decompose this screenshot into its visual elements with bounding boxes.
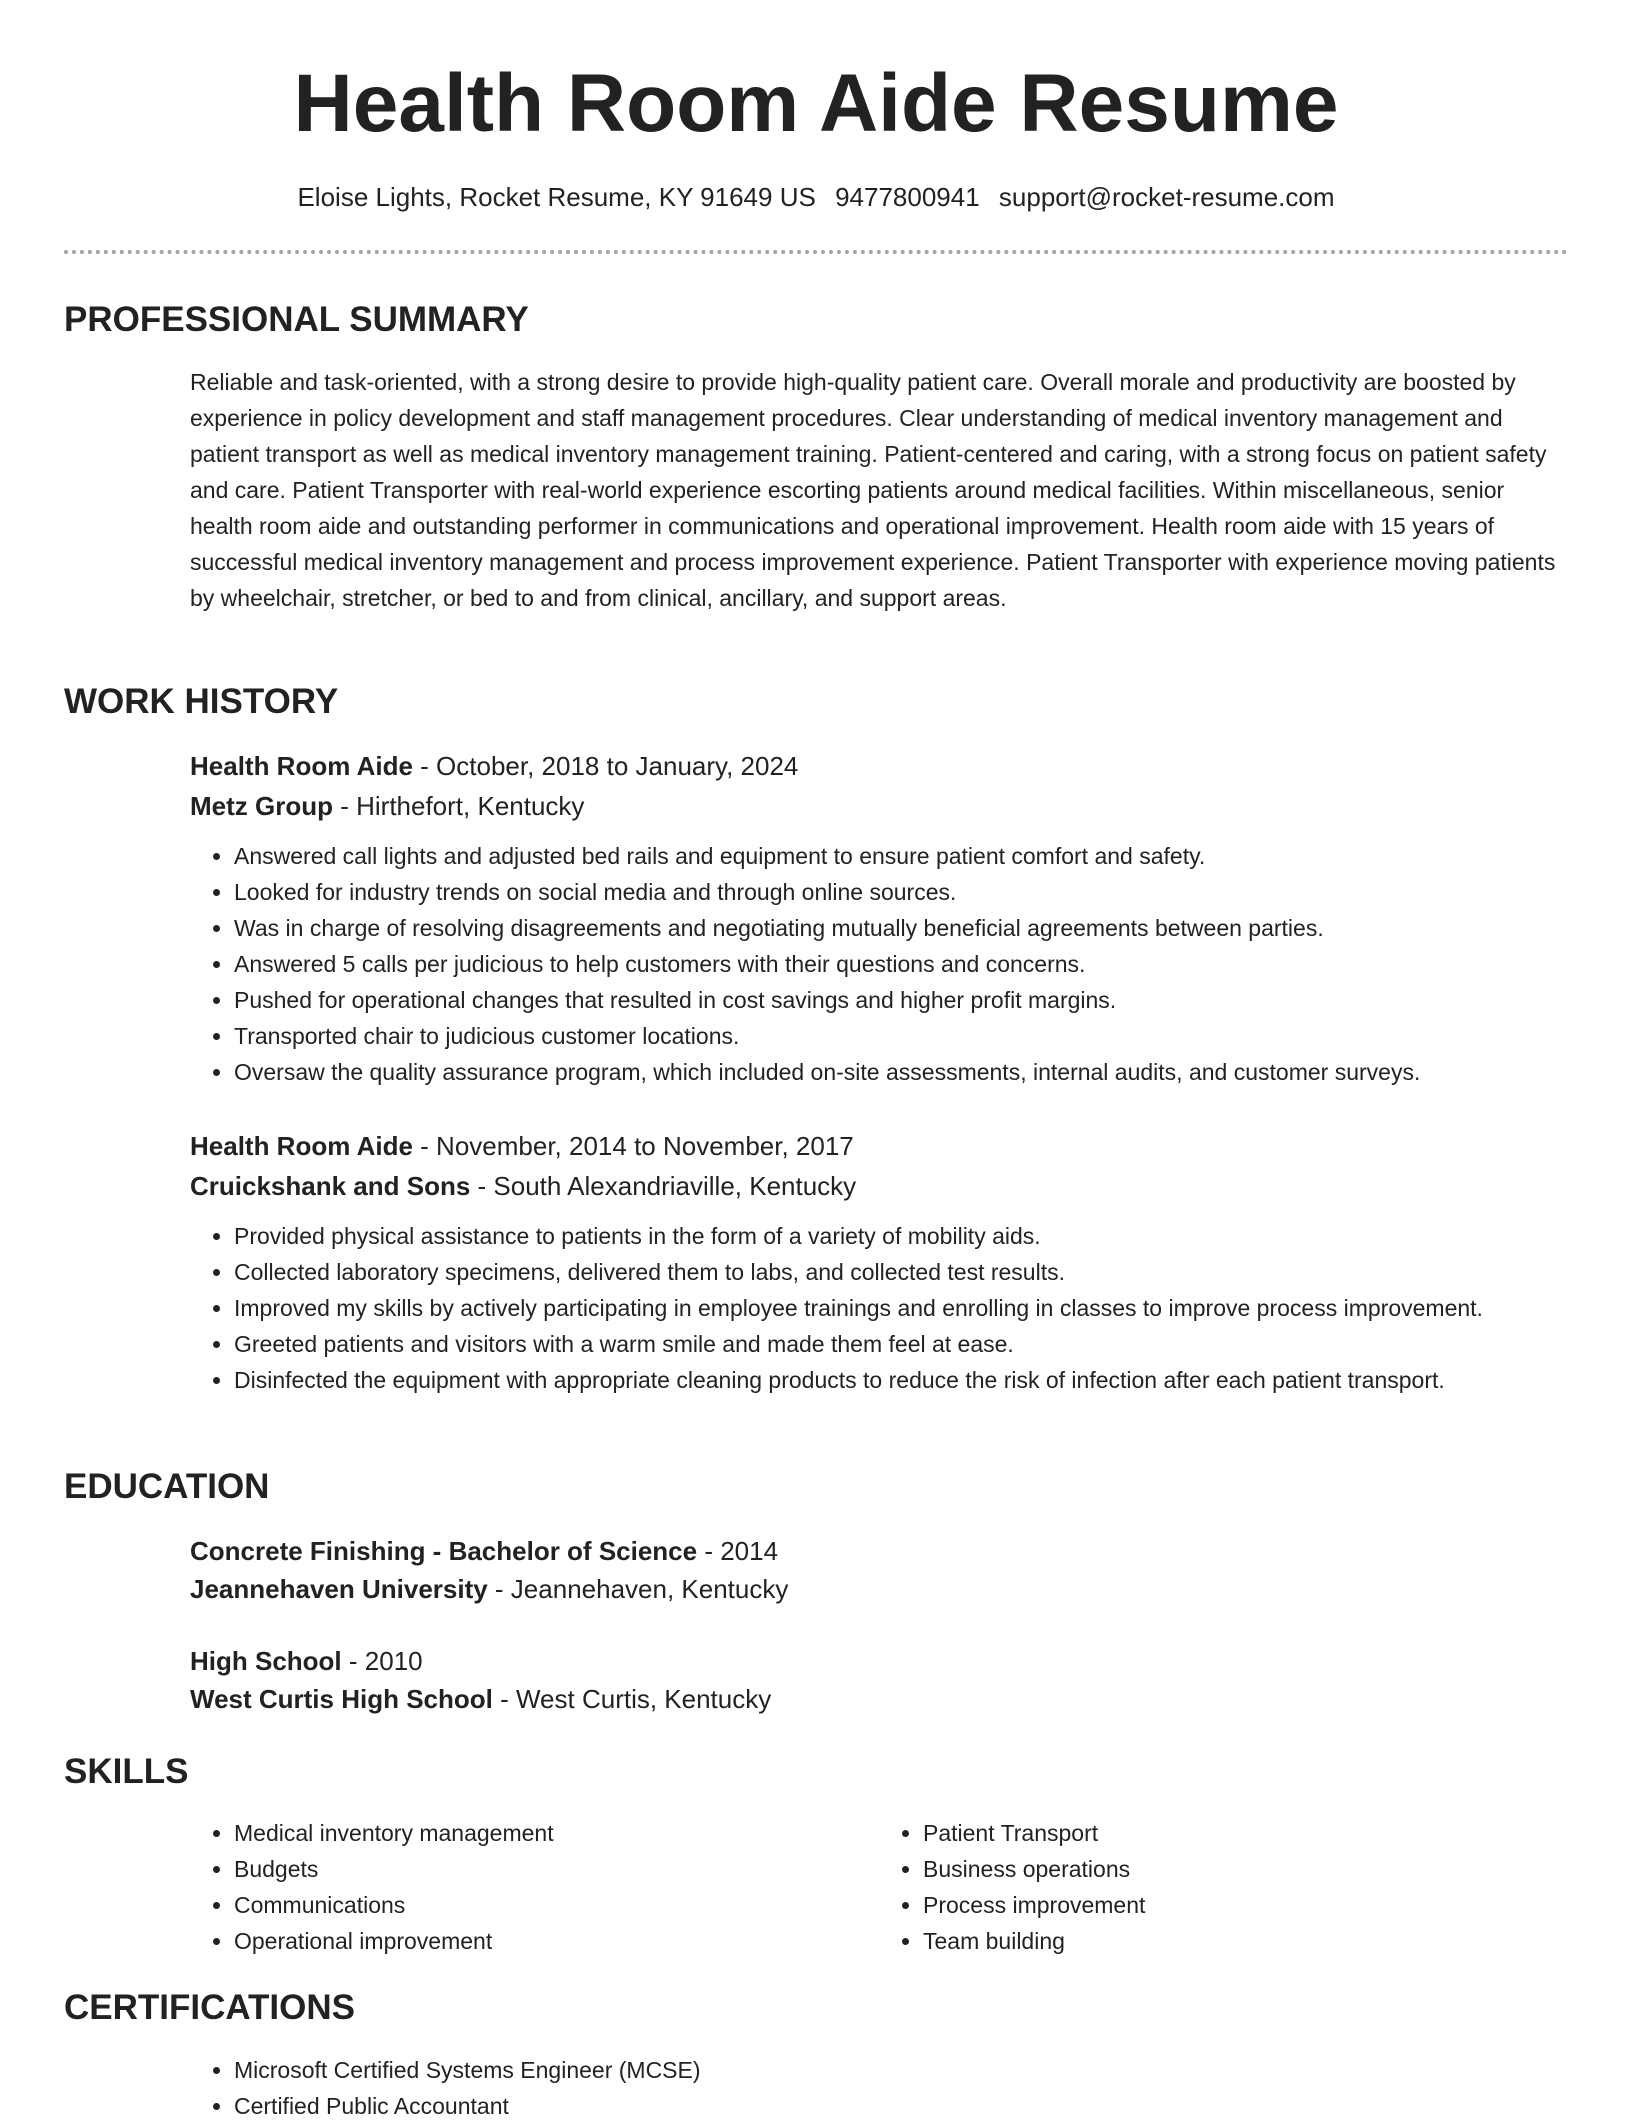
education-year: - 2010 bbox=[341, 1646, 423, 1676]
job-title: Health Room Aide bbox=[190, 751, 413, 781]
list-item: • Answered 5 calls per judicious to help customers with their questions and concerns. bbox=[234, 946, 1568, 982]
skills-list-left bbox=[190, 1815, 879, 1959]
skill-item: • Team building bbox=[923, 1923, 1568, 1959]
contact-phone: 9477800941 bbox=[835, 182, 980, 212]
skills-heading: SKILLS bbox=[64, 1752, 189, 1791]
skill-item: • Process improvement bbox=[923, 1887, 1568, 1923]
header-divider bbox=[64, 250, 1568, 254]
education-location: - Jeannehaven, Kentucky bbox=[487, 1574, 789, 1604]
contact-line bbox=[64, 180, 1568, 214]
list-item: • Oversaw the quality assurance program, which included on-site assessments, internal audits, and customer surveys. bbox=[234, 1054, 1568, 1090]
certifications-list bbox=[190, 2052, 1568, 2124]
job-company: Metz Group bbox=[190, 791, 333, 821]
job-duties-list bbox=[190, 1218, 1568, 1398]
education-school-line bbox=[190, 1680, 1568, 1718]
education-year: - 2014 bbox=[697, 1536, 779, 1566]
job-location: - South Alexandriaville, Kentucky bbox=[470, 1171, 857, 1201]
skill-item: • Operational improvement bbox=[234, 1923, 879, 1959]
certifications-heading: CERTIFICATIONS bbox=[64, 1988, 356, 2027]
list-item: • Disinfected the equipment with appropriate cleaning products to reduce the risk of infection after each patient transport. bbox=[234, 1362, 1568, 1398]
job-dates: - November, 2014 to November, 2017 bbox=[412, 1131, 854, 1161]
contact-address: Eloise Lights, Rocket Resume, KY 91649 US bbox=[297, 182, 816, 212]
certifications-section bbox=[190, 2052, 1568, 2124]
education-degree-line bbox=[190, 1532, 1568, 1570]
list-item: • Improved my skills by actively participating in employee trainings and enrolling in classes to improve process improvement. bbox=[234, 1290, 1568, 1326]
education-entry bbox=[190, 1532, 1568, 1608]
skill-item: • Medical inventory management bbox=[234, 1815, 879, 1851]
skill-item: • Patient Transport bbox=[923, 1815, 1568, 1851]
summary-heading: PROFESSIONAL SUMMARY bbox=[64, 300, 529, 339]
job-entry bbox=[190, 746, 1568, 1090]
list-item: • Was in charge of resolving disagreements and negotiating mutually beneficial agreements between parties. bbox=[234, 910, 1568, 946]
list-item: • Provided physical assistance to patients in the form of a variety of mobility aids. bbox=[234, 1218, 1568, 1254]
list-item: • Pushed for operational changes that resulted in cost savings and higher profit margins. bbox=[234, 982, 1568, 1018]
list-item: • Greeted patients and visitors with a warm smile and made them feel at ease. bbox=[234, 1326, 1568, 1362]
education-heading: EDUCATION bbox=[64, 1467, 270, 1506]
certification-item: • Certified Public Accountant bbox=[234, 2088, 1568, 2124]
skills-list-right bbox=[879, 1815, 1568, 1959]
list-item: • Looked for industry trends on social media and through online sources. bbox=[234, 874, 1568, 910]
list-item: • Transported chair to judicious customer locations. bbox=[234, 1018, 1568, 1054]
skills-columns bbox=[190, 1815, 1568, 1959]
job-entry bbox=[190, 1126, 1568, 1398]
education-school-line bbox=[190, 1570, 1568, 1608]
skill-item: • Budgets bbox=[234, 1851, 879, 1887]
work-history-heading: WORK HISTORY bbox=[64, 682, 339, 721]
education-school: Jeannehaven University bbox=[190, 1574, 488, 1604]
certification-item: • Microsoft Certified Systems Engineer (MCSE) bbox=[234, 2052, 1568, 2088]
job-dates: - October, 2018 to January, 2024 bbox=[412, 751, 799, 781]
education-school: West Curtis High School bbox=[190, 1684, 493, 1714]
job-title: Health Room Aide bbox=[190, 1131, 413, 1161]
education-location: - West Curtis, Kentucky bbox=[492, 1684, 772, 1714]
education-degree: Concrete Finishing - Bachelor of Science bbox=[190, 1536, 698, 1566]
job-duties-list bbox=[190, 838, 1568, 1090]
job-title-line bbox=[190, 1126, 1568, 1166]
list-item: • Collected laboratory specimens, delivered them to labs, and collected test results. bbox=[234, 1254, 1568, 1290]
education-degree: High School bbox=[190, 1646, 342, 1676]
list-item: • Answered call lights and adjusted bed rails and equipment to ensure patient comfort and safety. bbox=[234, 838, 1568, 874]
summary-section bbox=[190, 364, 1568, 616]
job-title-line bbox=[190, 746, 1568, 786]
education-degree-line bbox=[190, 1642, 1568, 1680]
job-company-line bbox=[190, 1166, 1568, 1206]
contact-email: support@rocket-resume.com bbox=[998, 182, 1335, 212]
resume-title: Health Room Aide Resume bbox=[293, 58, 1339, 149]
job-location: - Hirthefort, Kentucky bbox=[333, 791, 585, 821]
education-entry bbox=[190, 1642, 1568, 1718]
summary-text: Reliable and task-oriented, with a strong desire to provide high-quality patient care. Overall morale and productivity are boosted by experience in policy development and staff management procedures. Clear understanding of medical inventory management and patient transport as well as medical inventory management training. Patient-centered and caring, with a strong focus on patient safety and care. Patient Transporter with real-world experience escorting patients around medical facilities. Within miscellaneous, senior health room aide and outstanding performer in communications and operational improvement. Health room aide with 15 years of successful medical inventory management and process improvement experience. Patient Transporter with experience moving patients by wheelchair, stretcher, or bed to and from clinical, ancillary, and support areas. bbox=[190, 369, 1556, 611]
resume-page bbox=[64, 0, 1568, 2119]
skill-item: • Business operations bbox=[923, 1851, 1568, 1887]
job-company: Cruickshank and Sons bbox=[190, 1171, 471, 1201]
skill-item: • Communications bbox=[234, 1887, 879, 1923]
job-company-line bbox=[190, 786, 1568, 826]
